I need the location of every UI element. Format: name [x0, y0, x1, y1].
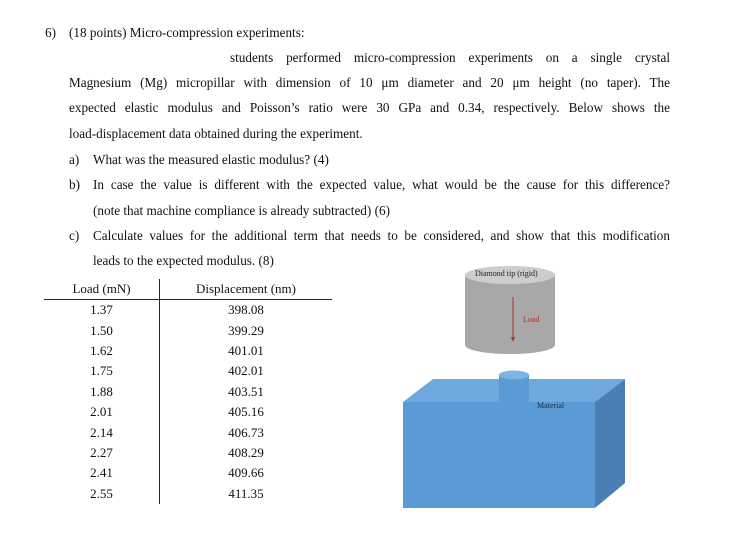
cell-load: 2.41: [44, 463, 160, 483]
cell-load: 1.37: [44, 300, 160, 321]
intro-line-1: students performed micro-compression experiments on a single crystal: [230, 50, 670, 65]
diamond-tip-shape: [465, 266, 555, 354]
cell-load: 1.88: [44, 382, 160, 402]
cell-displacement: 402.01: [228, 363, 264, 379]
cell-load: 2.14: [44, 422, 160, 442]
part-a-text: What was the measured elastic modulus? (4): [93, 152, 329, 167]
cell-load: 1.62: [44, 341, 160, 361]
intro-line-2: Magnesium (Mg) micropillar with dimension of 10 μm diameter and 20 μm height (no taper). The: [69, 75, 670, 90]
cell-displacement: 401.01: [228, 342, 264, 358]
tip-label: Diamond tip (rigid): [475, 269, 538, 278]
part-c-text-1: Calculate values for the additional term that needs to be considered, and show that this modification: [93, 228, 670, 243]
material-label: Material: [537, 401, 565, 410]
intro-line-3: expected elastic modulus and Poisson’s ratio were 30 GPa and 0.34, respectively. Below shows the: [69, 100, 670, 115]
cell-displacement: 403.51: [228, 383, 264, 399]
micropillar-shape: [499, 371, 529, 413]
cell-load: 1.50: [44, 320, 160, 340]
table-row: [44, 463, 332, 483]
header-displacement: Displacement (nm): [196, 281, 296, 296]
header-load: Load (mN): [44, 279, 160, 300]
cell-load: 1.75: [44, 361, 160, 381]
material-front-face: [403, 402, 595, 508]
table-row: [44, 402, 332, 422]
cell-displacement: 408.29: [228, 444, 264, 460]
cell-displacement: 411.35: [228, 485, 264, 501]
question-number: 6): [45, 25, 56, 40]
cell-displacement: 398.08: [228, 302, 264, 318]
part-a-label: a): [69, 152, 80, 167]
compression-diagram: [395, 255, 645, 515]
table-row: [44, 484, 332, 504]
cell-displacement: 406.73: [228, 424, 264, 440]
cell-load: 2.55: [44, 484, 160, 504]
diagram-graphic: [395, 255, 645, 515]
table-row: [44, 341, 332, 361]
part-c-text-2: leads to the expected modulus. (8): [93, 253, 274, 268]
cell-displacement: 399.29: [228, 322, 264, 338]
table-row: [44, 443, 332, 463]
part-c-label: c): [69, 228, 80, 243]
table-row: [44, 422, 332, 442]
intro-line-4: load-displacement data obtained during the experiment.: [69, 126, 363, 141]
load-displacement-table: [44, 279, 332, 504]
cell-load: 2.01: [44, 402, 160, 422]
question-header: (18 points) Micro-compression experiments:: [69, 25, 305, 40]
table-row: [44, 320, 332, 340]
table-row: [44, 382, 332, 402]
part-b-text-2: (note that machine compliance is already subtracted) (6): [93, 203, 390, 218]
cell-displacement: 405.16: [228, 404, 264, 420]
table-row: [44, 300, 332, 321]
table-row: [44, 361, 332, 381]
cell-load: 2.27: [44, 443, 160, 463]
table-header-row: [44, 279, 332, 300]
cell-displacement: 409.66: [228, 465, 264, 481]
part-b-text-1: In case the value is different with the expected value, what would be the cause for this difference?: [93, 177, 670, 192]
part-b-label: b): [69, 177, 80, 192]
load-label: Load: [523, 315, 540, 324]
